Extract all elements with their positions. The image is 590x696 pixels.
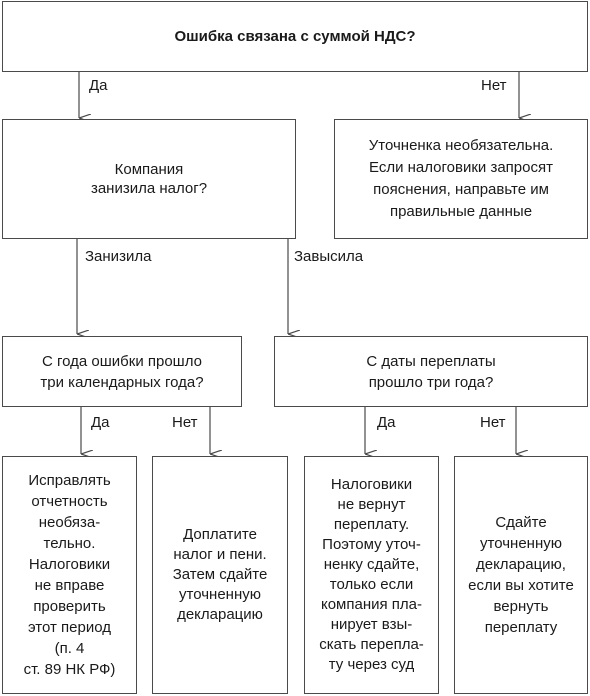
result-fix-optional-line: проверить bbox=[33, 598, 106, 615]
result-fix-optional-box bbox=[2, 456, 137, 694]
question-vat-line: Ошибка связана с суммой НДС? bbox=[174, 28, 416, 45]
result-fix-optional-line: не вправе bbox=[34, 577, 105, 594]
result-pay-extra-line: декларацию bbox=[177, 606, 263, 623]
result-no-refund-text bbox=[319, 475, 424, 675]
question-three-years-overpay-text bbox=[366, 351, 495, 393]
result-fix-optional-line: этот период bbox=[27, 619, 112, 636]
result-submit-line: если вы хотите bbox=[468, 577, 574, 594]
question-three-years-error-line: три календарных года? bbox=[40, 373, 204, 391]
result-pay-extra-box bbox=[152, 456, 288, 694]
question-understated-text bbox=[91, 160, 207, 198]
result-no-refund-box bbox=[304, 456, 439, 694]
question-three-years-overpay-box bbox=[274, 336, 588, 407]
result-no-refund-line: Налоговики bbox=[330, 476, 413, 493]
edge-label-over-yes: Да bbox=[377, 414, 396, 431]
result-no-refund-line: ненку сдайте, bbox=[323, 556, 420, 573]
result-submit-line: вернуть bbox=[493, 598, 549, 615]
result-optional-text bbox=[369, 135, 554, 223]
result-no-refund-line: не вернут bbox=[337, 496, 406, 513]
edge-label-overstated: Завысила bbox=[294, 248, 364, 265]
result-pay-extra-line: уточненную bbox=[179, 586, 261, 603]
result-submit-line: уточненную bbox=[480, 535, 562, 552]
result-submit-text bbox=[468, 512, 574, 638]
edge-label-understated: Занизила bbox=[85, 248, 152, 265]
result-fix-optional-line: Исправлять bbox=[28, 472, 111, 489]
result-fix-optional-line: ст. 89 НК РФ) bbox=[23, 661, 116, 678]
result-no-refund-line: скать перепла- bbox=[319, 636, 424, 653]
result-pay-extra-line: Затем сдайте bbox=[172, 566, 268, 583]
result-no-refund-line: компания пла- bbox=[320, 596, 422, 613]
question-three-years-error-box bbox=[2, 336, 242, 407]
edge-label-over-no: Нет bbox=[480, 414, 506, 431]
question-three-years-overpay-line: С даты переплаты bbox=[366, 352, 496, 370]
question-three-years-overpay-line: прошло три года? bbox=[368, 373, 494, 391]
result-no-refund-line: нирует взы- bbox=[330, 616, 413, 633]
edge-label-err-no: Нет bbox=[172, 414, 198, 431]
result-fix-optional-text bbox=[24, 470, 116, 680]
question-three-years-error-line: С года ошибки прошло bbox=[42, 352, 202, 370]
result-no-refund-line: только если bbox=[329, 576, 414, 593]
edge-label-vat-yes: Да bbox=[89, 77, 108, 94]
result-optional-line: пояснения, направьте им bbox=[373, 181, 549, 198]
result-optional-line: Уточненка необязательна. bbox=[368, 137, 554, 154]
result-optional-line: правильные данные bbox=[389, 203, 533, 220]
result-pay-extra-line: налог и пени. bbox=[173, 546, 267, 563]
question-vat-box bbox=[2, 1, 588, 72]
result-no-refund-line: ту через суд bbox=[328, 656, 415, 673]
result-optional-line: Если налоговики запросят bbox=[369, 159, 553, 176]
result-pay-extra-line: Доплатите bbox=[183, 526, 257, 543]
result-fix-optional-line: необяза- bbox=[38, 514, 101, 531]
result-fix-optional-line: отчетность bbox=[31, 493, 108, 510]
question-understated-line: Компания bbox=[114, 161, 184, 178]
edge-label-vat-no: Нет bbox=[481, 77, 507, 94]
result-submit-line: Сдайте bbox=[495, 514, 547, 531]
edge-label-err-yes: Да bbox=[91, 414, 110, 431]
result-submit-box bbox=[454, 456, 588, 694]
question-three-years-error-text bbox=[40, 351, 203, 393]
result-no-refund-line: Поэтому уточ- bbox=[322, 536, 421, 553]
result-fix-optional-line: тельно. bbox=[43, 535, 96, 552]
result-optional-box bbox=[334, 119, 588, 239]
result-fix-optional-line: Налоговики bbox=[28, 556, 111, 573]
result-submit-line: декларацию, bbox=[475, 556, 566, 573]
result-submit-line: переплату bbox=[484, 619, 558, 636]
result-fix-optional-line: (п. 4 bbox=[54, 640, 85, 657]
question-vat-text bbox=[174, 27, 415, 46]
result-pay-extra-text bbox=[173, 525, 268, 625]
result-no-refund-line: переплату. bbox=[333, 516, 410, 533]
question-understated-box bbox=[2, 119, 296, 239]
question-understated-line: занизила налог? bbox=[90, 180, 208, 197]
